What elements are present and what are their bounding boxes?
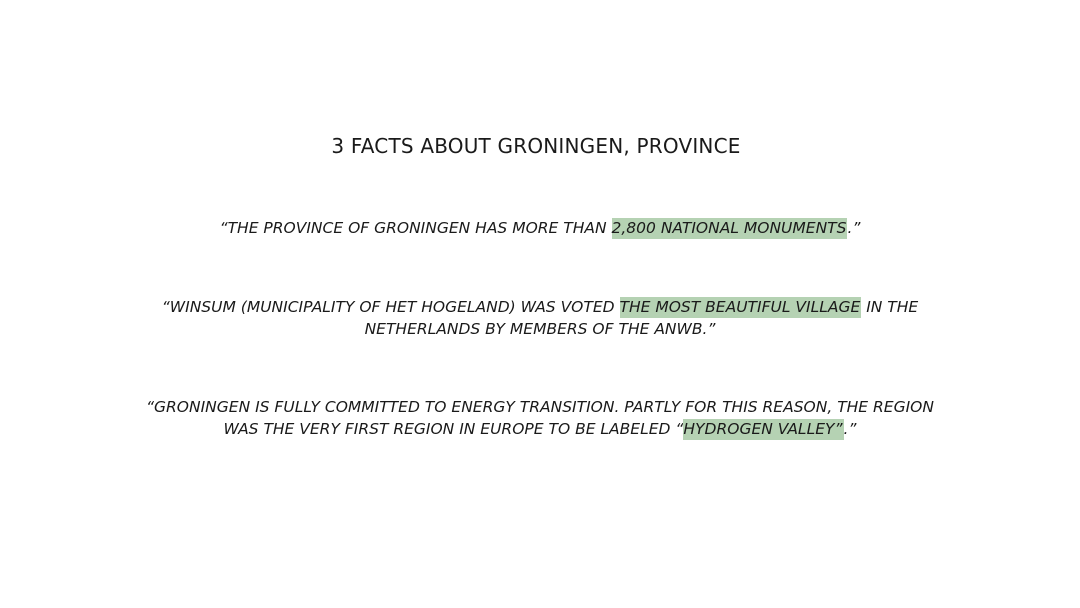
fact-highlight: THE MOST BEAUTIFUL VILLAGE (619, 298, 861, 316)
fact-text: “THE PROVINCE OF GRONINGEN HAS MORE THAN (219, 219, 612, 237)
fact-3-line-1: “GRONINGEN IS FULLY COMMITTED TO ENERGY TRANSITION. PARTLY FOR THIS REASON, THE REGION (146, 398, 934, 416)
fact-text: WAS THE VERY FIRST REGION IN EUROPE TO BE LABELED “ (223, 420, 684, 438)
fact-2 (0, 296, 1080, 340)
fact-3 (0, 396, 1080, 440)
fact-1-line-1 (0, 217, 1080, 239)
slide-title: 3 FACTS ABOUT GRONINGEN, PROVINCE (331, 134, 741, 158)
fact-3-line-2 (0, 418, 1080, 440)
fact-text: IN THE (861, 298, 919, 316)
fact-text: “WINSUM (MUNICIPALITY OF HET HOGELAND) WAS VOTED (161, 298, 620, 316)
fact-text: .” (843, 420, 857, 438)
fact-2-line-2: NETHERLANDS BY MEMBERS OF THE ANWB.” (364, 320, 716, 338)
fact-2-line-1 (0, 296, 1080, 318)
fact-highlight: HYDROGEN VALLEY” (683, 420, 843, 438)
fact-text: .” (847, 219, 861, 237)
fact-1 (0, 217, 1080, 239)
fact-highlight: 2,800 NATIONAL MONUMENTS (611, 219, 847, 237)
